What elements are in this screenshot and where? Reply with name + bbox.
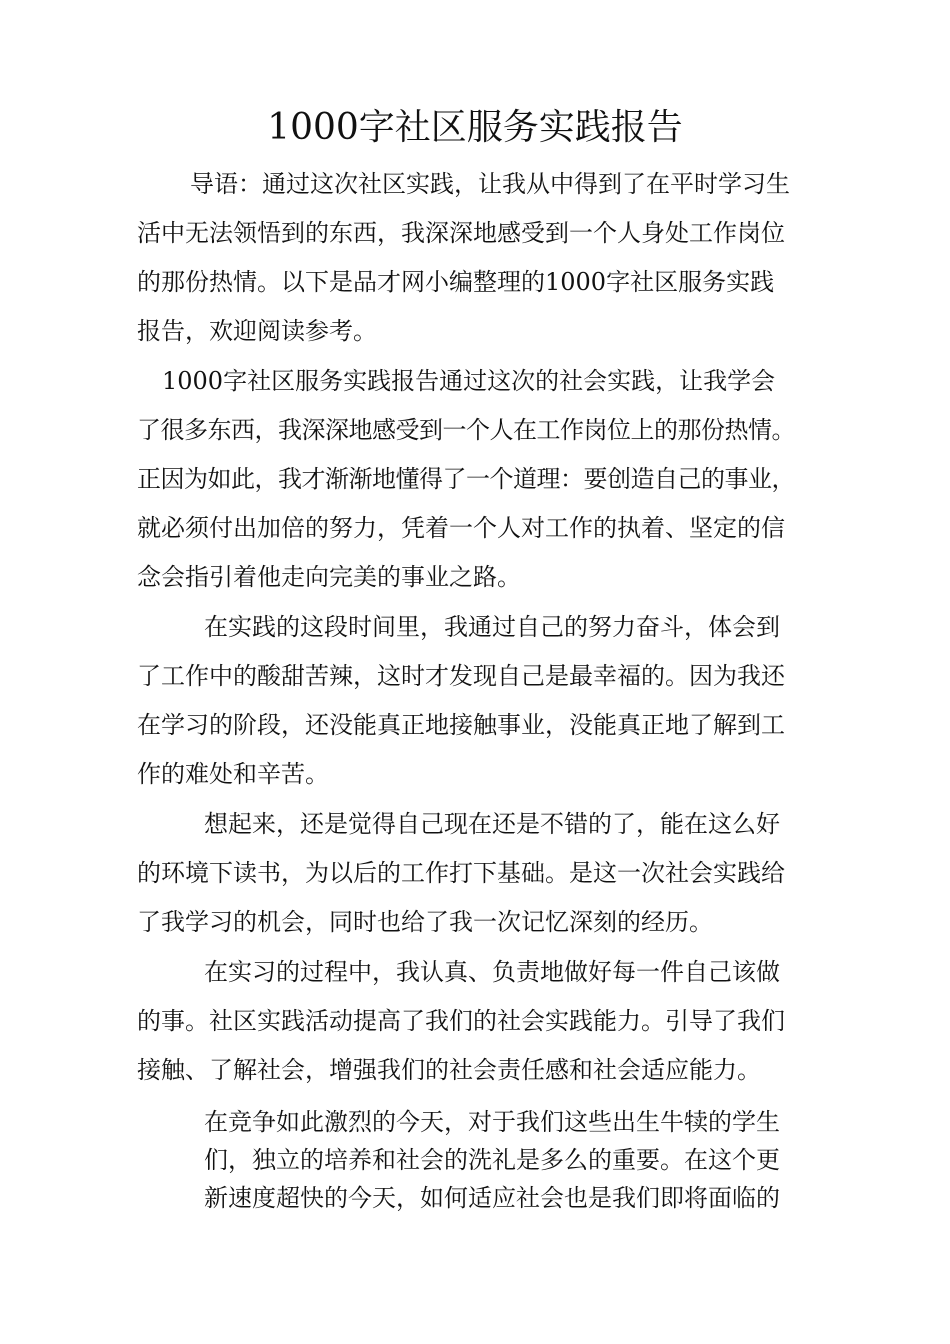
text-line: 念会指引着他走向完美的事业之路。 bbox=[137, 563, 521, 591]
text-line: 的那份热情。以下是品才网小编整理的1000字社区服务实践 bbox=[137, 268, 775, 296]
text-line: 了我学习的机会，同时也给了我一次记忆深刻的经历。 bbox=[137, 908, 713, 936]
text-line: 正因为如此，我才渐渐地懂得了一个道理：要创造自己的事业， bbox=[137, 465, 795, 493]
text-line: 活中无法领悟到的东西，我深深地感受到一个人身处工作岗位 bbox=[137, 219, 785, 247]
text-line: 在学习的阶段，还没能真正地接触事业，没能真正地了解到工 bbox=[137, 711, 785, 739]
text-line: 导语：通过这次社区实践，让我从中得到了在平时学习生 bbox=[190, 170, 790, 198]
text-line: 在实践的这段时间里，我通过自己的努力奋斗，体会到 bbox=[204, 613, 780, 641]
text-line: 1000字社区服务实践报告通过这次的社会实践，让我学会 bbox=[162, 367, 776, 395]
document-title: 1000字社区服务实践报告 bbox=[267, 107, 683, 148]
text-line: 了很多东西，我深深地感受到一个人在工作岗位上的那份热情。 bbox=[137, 416, 795, 444]
text-line: 在实习的过程中，我认真、负责地做好每一件自己该做 bbox=[204, 958, 780, 986]
text-line: 想起来，还是觉得自己现在还是不错的了，能在这么好 bbox=[204, 810, 780, 838]
text-line: 作的难处和辛苦。 bbox=[137, 760, 329, 788]
text-line: 们，独立的培养和社会的洗礼是多么的重要。在这个更 bbox=[204, 1146, 780, 1174]
text-line: 的环境下读书，为以后的工作打下基础。是这一次社会实践给 bbox=[137, 859, 785, 887]
text-line: 新速度超快的今天，如何适应社会也是我们即将面临的 bbox=[204, 1184, 780, 1212]
text-line: 就必须付出加倍的努力，凭着一个人对工作的执着、坚定的信 bbox=[137, 514, 785, 542]
text-line: 在竞争如此激烈的今天，对于我们这些出生牛犊的学生 bbox=[204, 1108, 780, 1136]
text-line: 的事。社区实践活动提高了我们的社会实践能力。引导了我们 bbox=[137, 1007, 785, 1035]
text-line: 接触、了解社会，增强我们的社会责任感和社会适应能力。 bbox=[137, 1056, 761, 1084]
text-line: 了工作中的酸甜苦辣，这时才发现自己是最幸福的。因为我还 bbox=[137, 662, 785, 690]
text-line: 报告，欢迎阅读参考。 bbox=[137, 317, 377, 345]
